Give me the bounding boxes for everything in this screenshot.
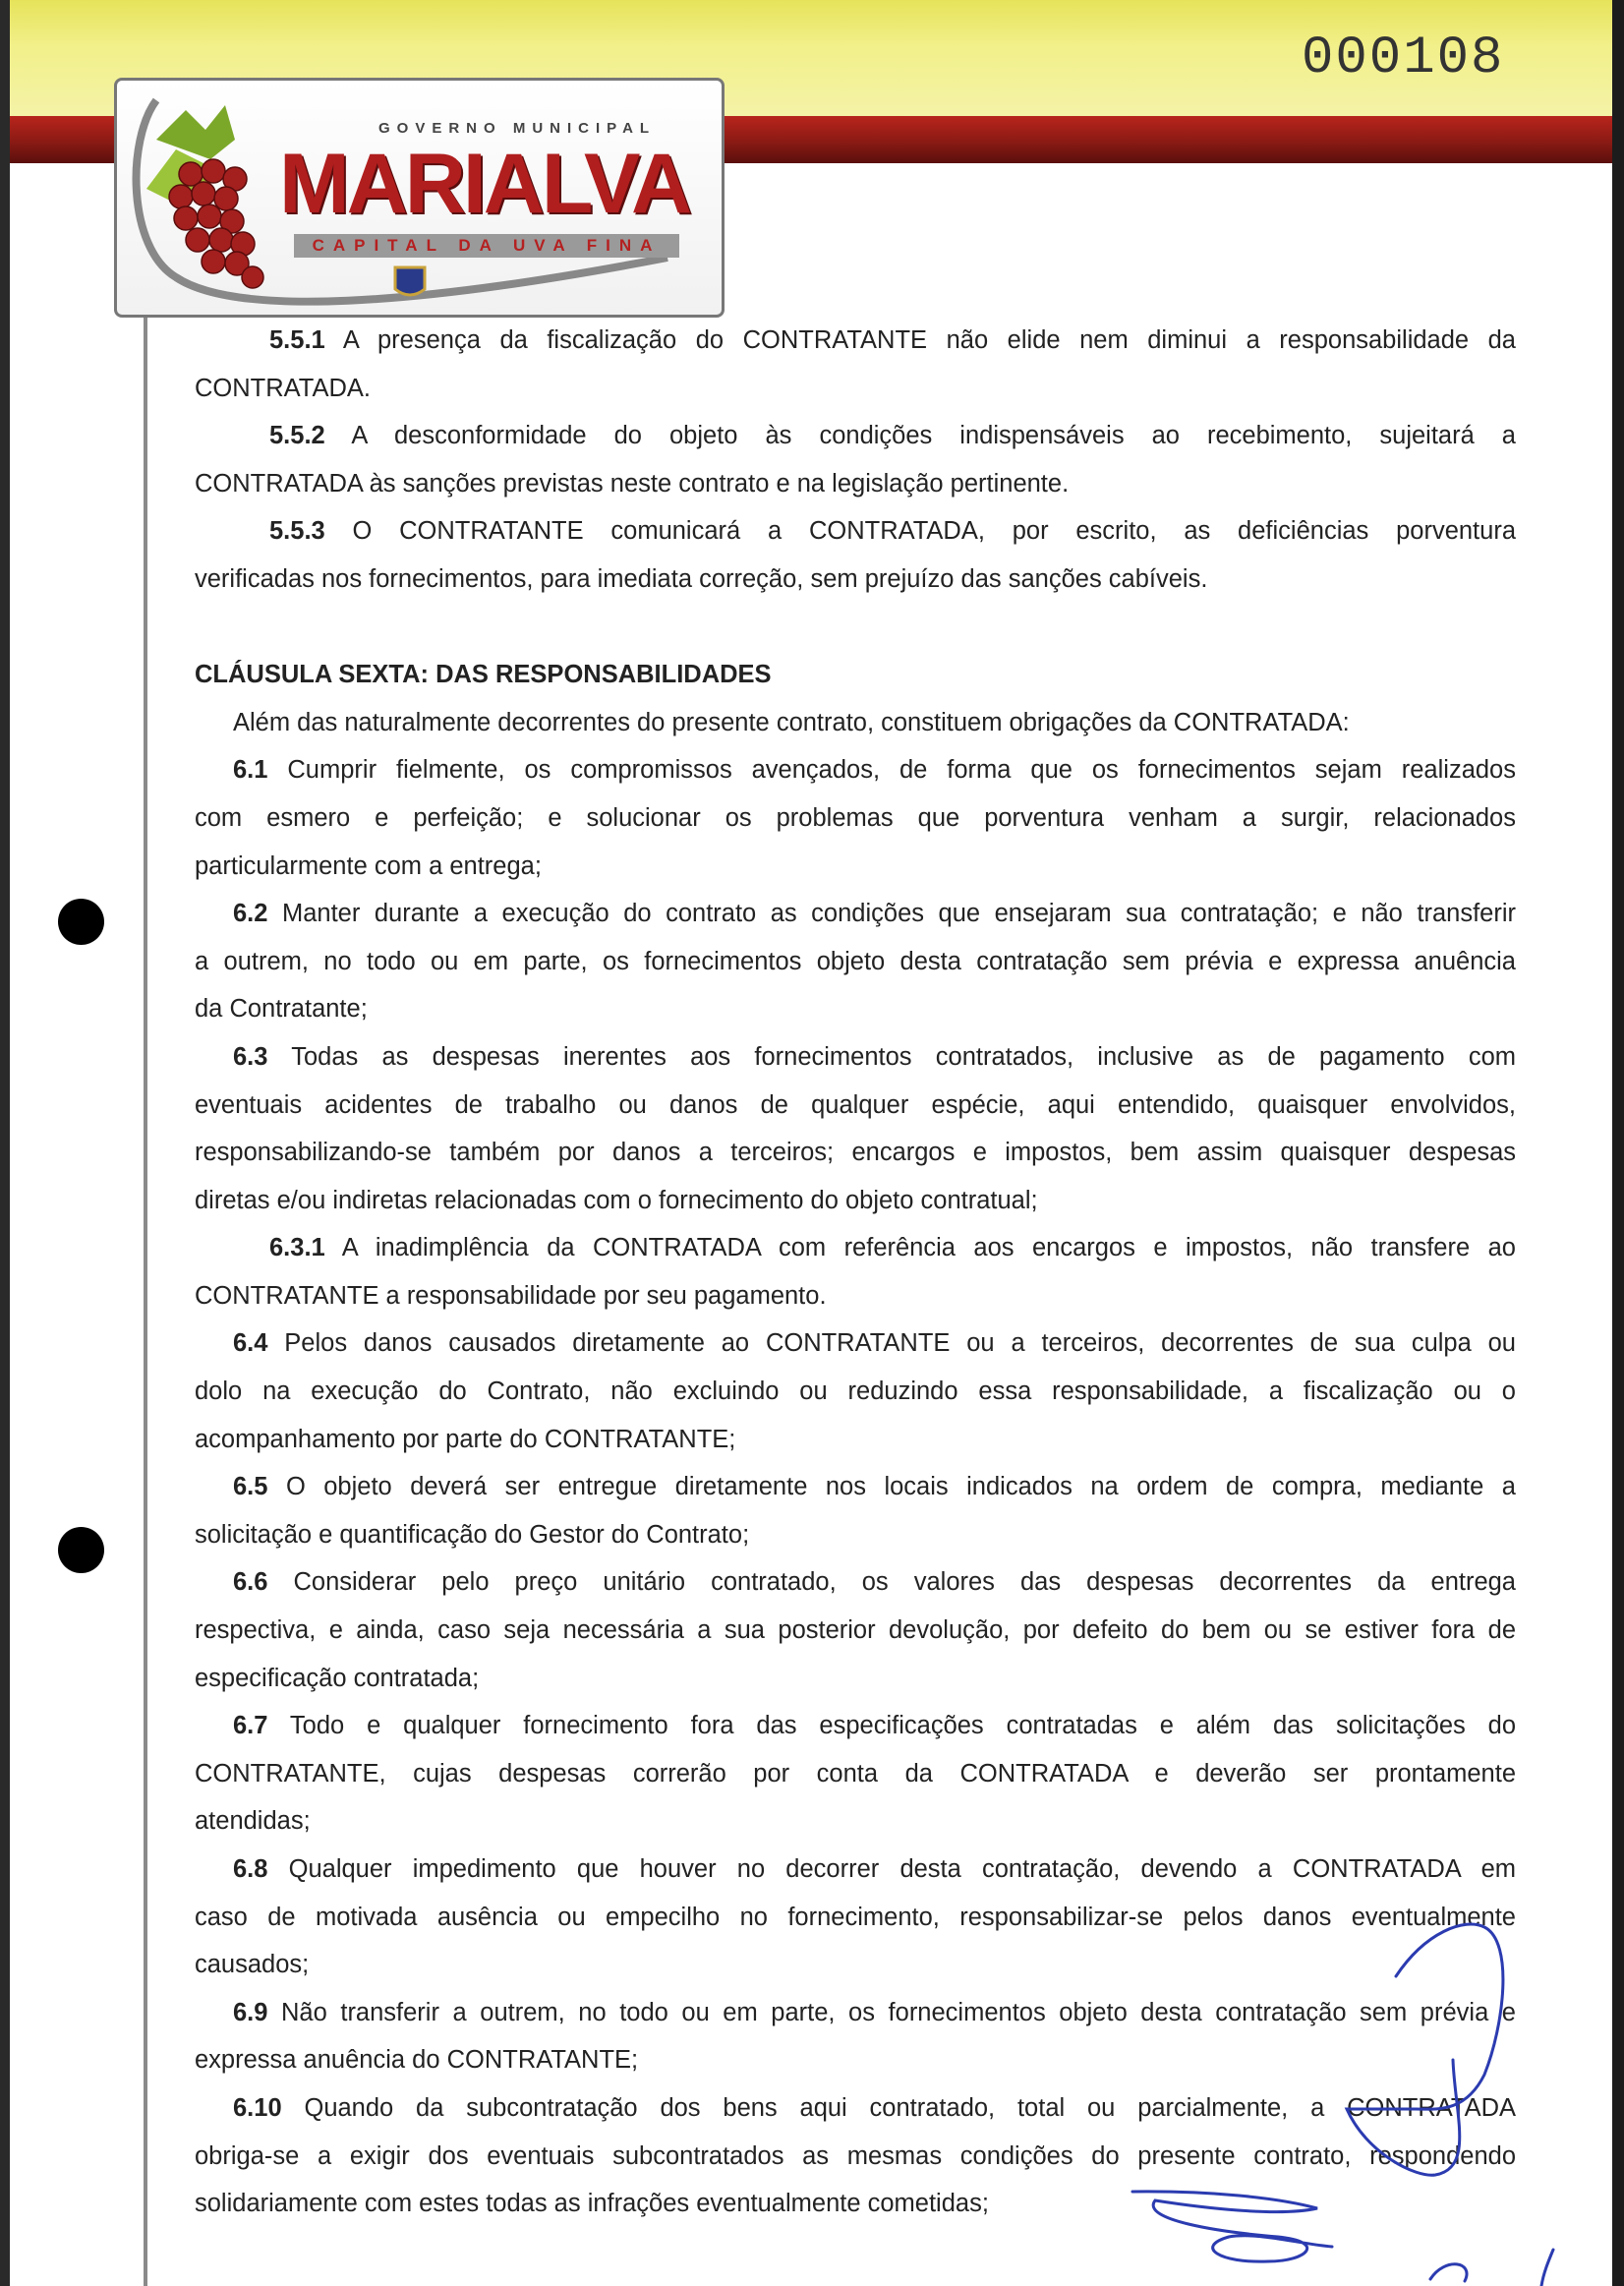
logo-city-name: MARIALVA [279, 137, 690, 231]
clause-6-7: 6.7 Todo e qualquer fornecimento fora das especificações contratadas e além das solicitações do CONTRATANTE, cujas despesas correrão por conta da CONTRATADA e deverão ser prontamente atendidas; [195, 1712, 1517, 1836]
logo-government-label: GOVERNO MUNICIPAL [378, 120, 657, 137]
clause-6-10: 6.10 Quando da subcontratação dos bens aqui contratado, total ou parcialmente, a CONTRATADA obriga-se a exigir dos eventuais subcontratados as mesmas condições do presente contrato, respondendo solidariamente com estes todas as infrações eventualmente cometidas; [195, 2093, 1516, 2218]
clause-6-5: 6.5 O objeto deverá ser entregue diretamente nos locais indicados na ordem de compra, mediante a solicitação e quantificação do Gestor do Contrato; [195, 1473, 1516, 1549]
clause-6-1: 6.1 Cumprir fielmente, os compromissos avençados, de forma que os fornecimentos sejam realizados com esmero e perfeição; e solucionar os problemas que porventura venham a surgir, relacionados particularmente com a entrega; [195, 756, 1516, 880]
clause-6-8: 6.8 Qualquer impedimento que houver no decorrer desta contratação, devendo a CONTRATADA em caso de motivada ausência ou empecilho no fornecimento, responsabilizar-se pelos danos eventualmente causados; [195, 1855, 1516, 1979]
clause-6-9: 6.9 Não transferir a outrem, no todo ou em parte, os fornecimentos objeto desta contratação sem prévia e expressa anuência do CONTRATANTE; [195, 1998, 1516, 2075]
logo-motto: CAPITAL DA UVA FINA [294, 234, 679, 258]
page-number-stamp: 000108 [1302, 29, 1505, 88]
clause-6-6: 6.6 Considerar pelo preço unitário contratado, os valores das despesas decorrentes da entrega respectiva, e ainda, caso seja necessária a sua posterior devolução, por defeito do bem ou se estiver fora de especificação contratada; [195, 1568, 1516, 1692]
signature-partial [1430, 2250, 1553, 2286]
clause-6-2: 6.2 Manter durante a execução do contrato as condições que ensejaram sua contratação; e não transferir a outrem, no todo ou em parte, os fornecimentos objeto desta contratação sem prévia e expressa anuência da Contratante; [195, 900, 1516, 1024]
clause-5-5-3: 5.5.3 O CONTRATANTE comunicará a CONTRATADA, por escrito, as deficiências porventura verificadas nos fornecimentos, para imediata correção, sem prejuízo das sanções cabíveis. [195, 517, 1516, 593]
clause-6-3-1: 6.3.1 A inadimplência da CONTRATADA com referência aos encargos e impostos, não transfere ao CONTRATANTE a responsabilidade por seu pagamento. [195, 1234, 1516, 1310]
clause-heading: CLÁUSULA SEXTA: DAS RESPONSABILIDADES [195, 661, 772, 689]
clause-6-3: 6.3 Todas as despesas inerentes aos fornecimentos contratados, inclusive as de pagamento com eventuais acidentes de trabalho ou danos de qualquer espécie, aqui entendido, quaisquer envolvidos, responsabilizando-se também por danos a terceiros; encargos e impostos, bem assim quaisquer despesas diretas e/ou indiretas relacionadas com o fornecimento do objeto contratual; [195, 1042, 1516, 1214]
signature-scribble [1132, 2192, 1332, 2261]
signature-initial-loop [1347, 1924, 1503, 2175]
clause-intro: Além das naturalmente decorrentes do presente contrato, constituem obrigações da CONTRATADA: [233, 708, 1350, 736]
clause-5-5-1: 5.5.1 A presença da fiscalização do CONTRATANTE não elide nem diminui a responsabilidade da CONTRATADA. [195, 326, 1516, 402]
clause-6-4: 6.4 Pelos danos causados diretamente ao CONTRATANTE ou a terceiros, decorrentes de sua culpa ou dolo na execução do Contrato, não excluindo ou reduzindo essa responsabilidade, a fiscalização ou o acompanhamento por parte do CONTRATANTE; [195, 1329, 1516, 1453]
clause-5-5-2: 5.5.2 A desconformidade do objeto às condições indispensáveis ao recebimento, sujeitará a CONTRATADA às sanções previstas neste contrato e na legislação pertinente. [195, 422, 1516, 498]
